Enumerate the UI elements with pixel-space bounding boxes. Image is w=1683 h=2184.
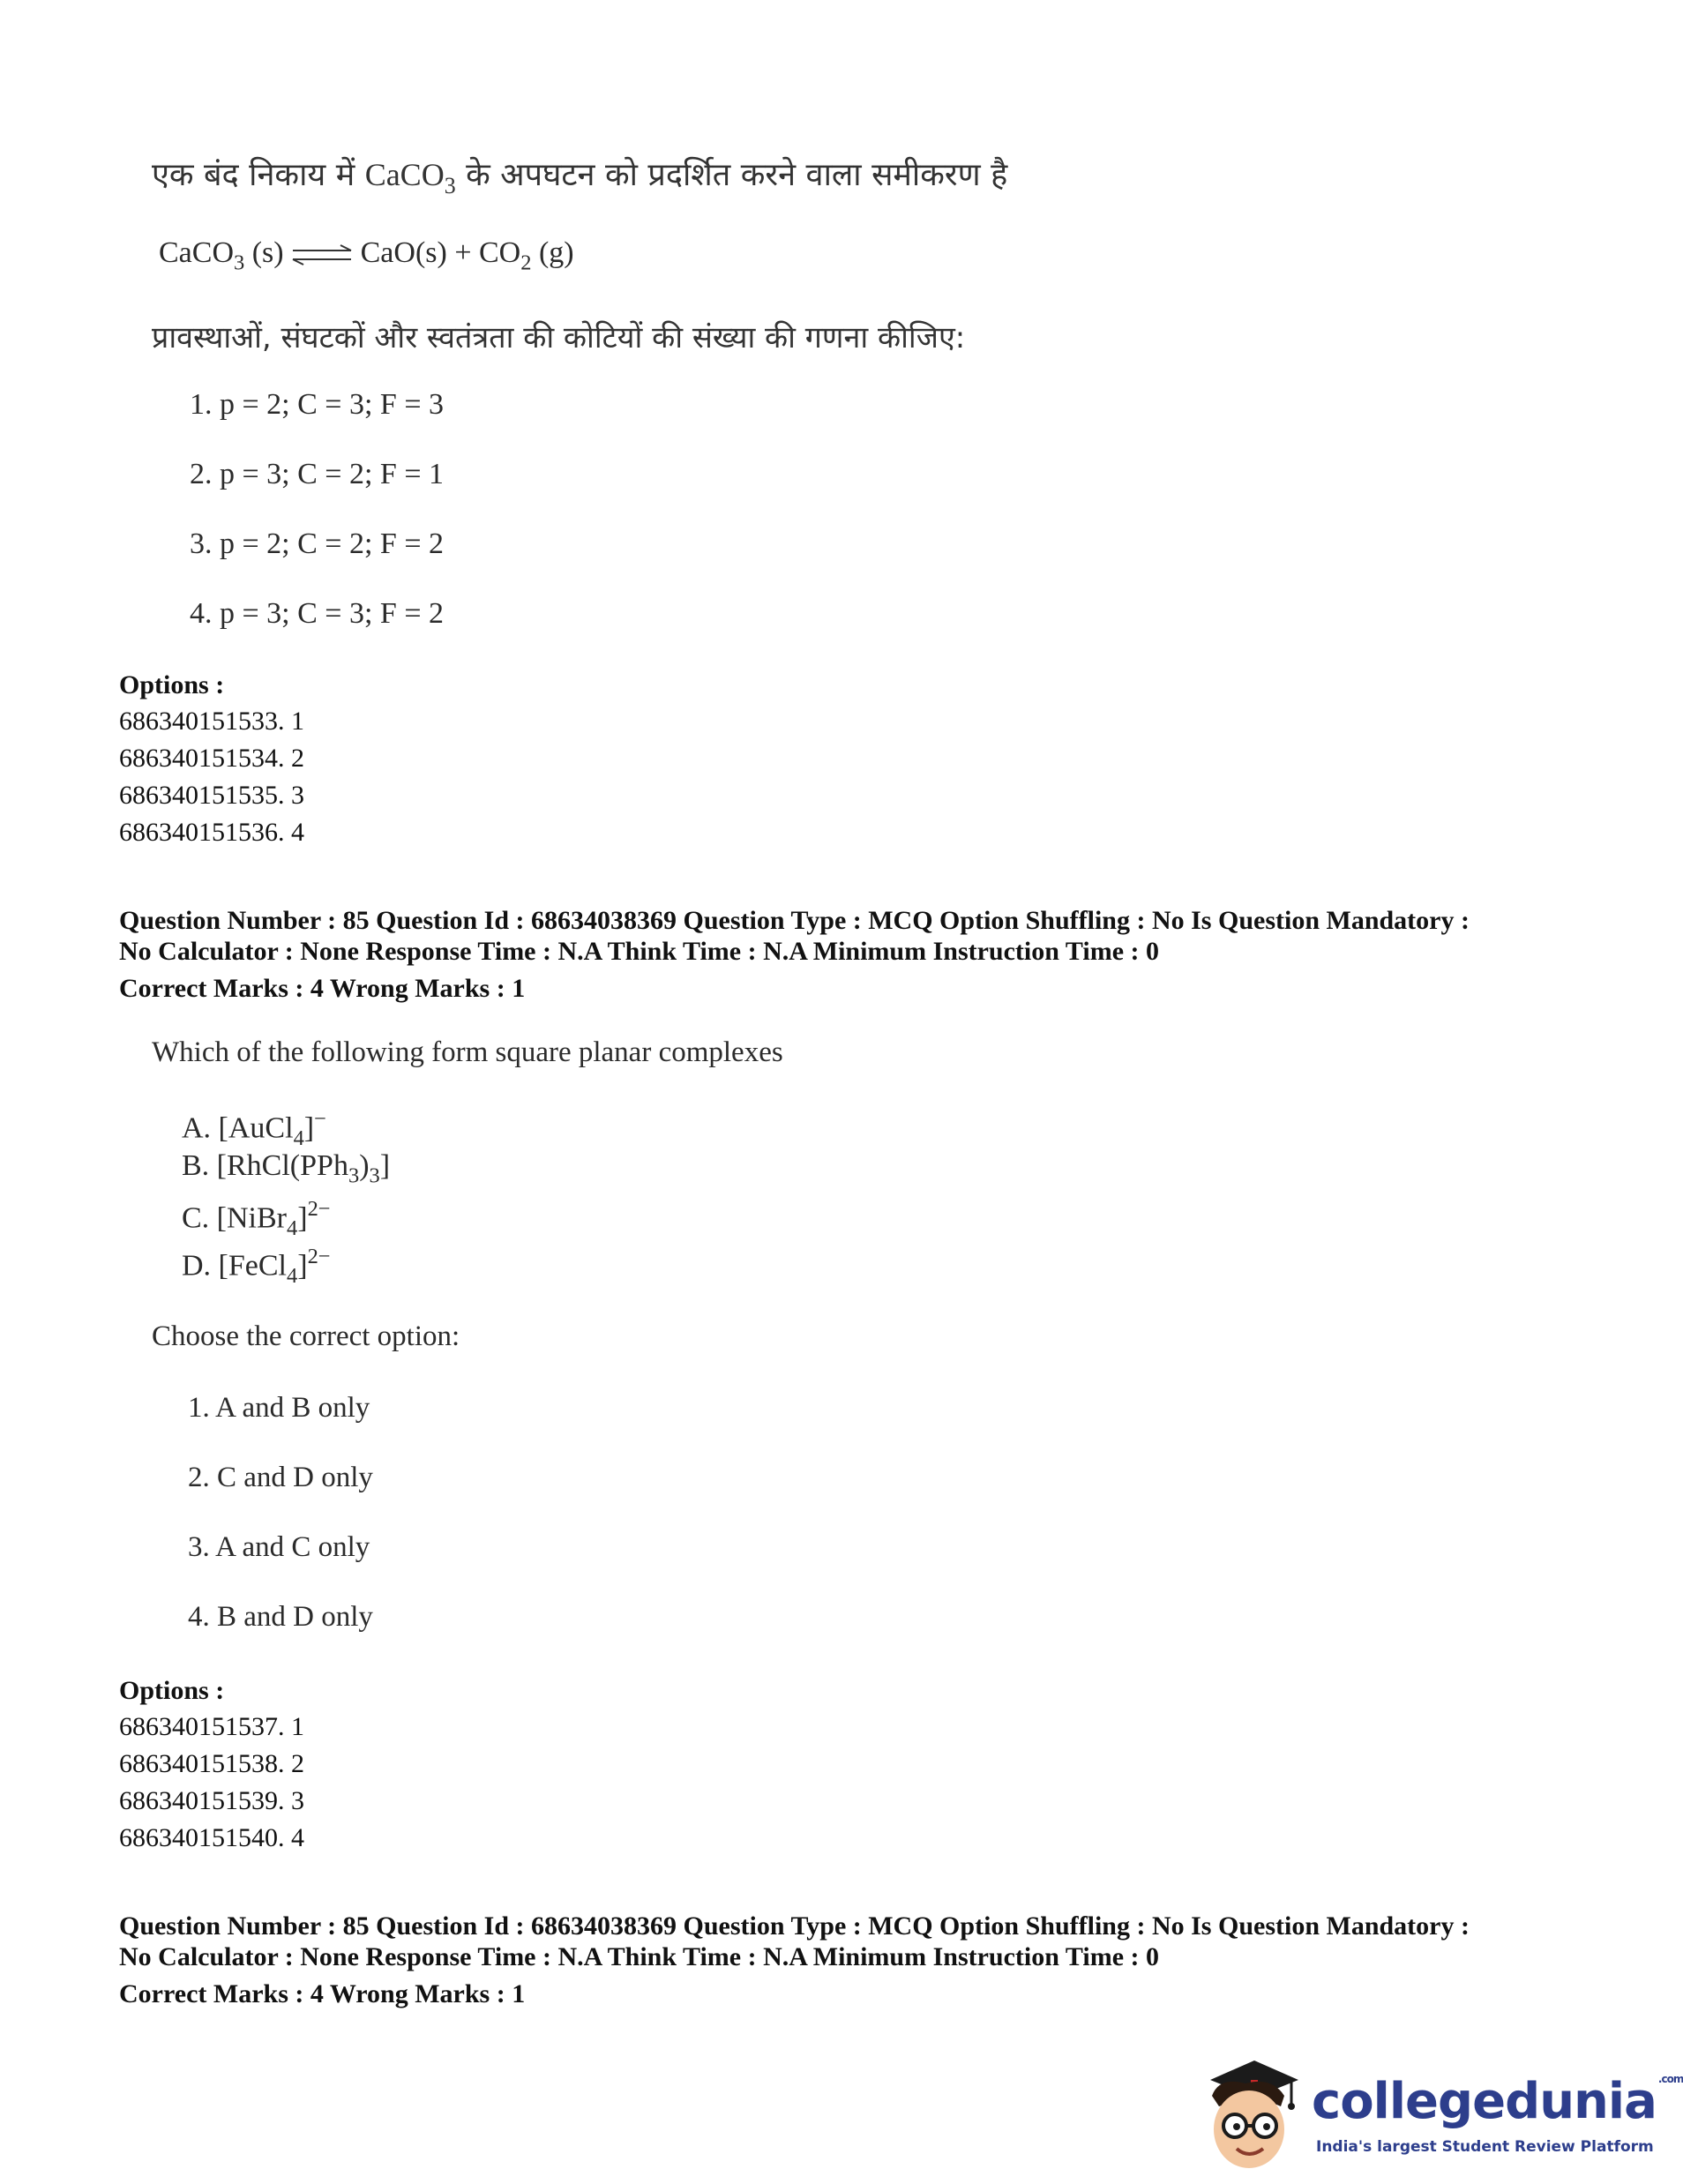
q85-item-c: C. [NiBr$_4$]$^{2-}$ <box>182 1197 331 1241</box>
collegedunia-logo <box>1193 2045 1683 2177</box>
q84-choice-1: 1. p = 2; C = 3; F = 3 <box>190 388 445 421</box>
option-id: 686340151538. 2 <box>119 1749 304 1778</box>
q85-marks: Correct Marks : 4 Wrong Marks : 1 <box>119 974 526 1003</box>
q84-equation: CaCO$_3$ (s) $CaO(s) + CO_2$ (g) <box>159 236 574 275</box>
equilibrium-arrow-icon <box>291 243 353 266</box>
q85-choice-3: 3. A and C only <box>188 1531 370 1563</box>
q85-meta: Question Number : 85 Question Id : 68634038369 Question Type : MCQ Option Shuffling : No Is Question Mandatory : No Calculator : None Response Time : N.A Think Time : N.A Minimum Instruction Time : 0 <box>119 906 1470 966</box>
option-id: 686340151535. 3 <box>119 781 304 810</box>
q84-prompt: प्रावस्थाओं, संघटकों और स्वतंत्रता की कोटियों की संख्या की गणना कीजिए: <box>152 320 966 355</box>
q85-options-list <box>119 1709 304 1857</box>
q84-choice-4: 4. p = 3; C = 3; F = 2 <box>190 597 445 630</box>
q85-choice-1: 1. A and B only <box>188 1392 370 1424</box>
logo-brand: collegedunia $^{.com}$ <box>1312 2073 1683 2130</box>
q84-options-label: Options : <box>119 670 225 699</box>
option-id: 686340151539. 3 <box>119 1786 304 1815</box>
q84-choice-3: 3. p = 2; C = 2; F = 2 <box>190 527 445 560</box>
option-id: 686340151540. 4 <box>119 1823 304 1852</box>
option-id: 686340151536. 4 <box>119 818 304 847</box>
mascot-icon <box>1193 2045 1307 2177</box>
q85-item-b: B. $[RhCl(PPh_3)_3]$ <box>182 1149 391 1188</box>
q84-stem: एक बंद निकाय में CaCO$_3$ के अपघटन को प्रदर्शित करने वाला समीकरण है <box>152 157 1008 199</box>
logo-tagline: India's largest Student Review Platform <box>1316 2138 1654 2156</box>
q85-choice-4: 4. B and D only <box>188 1601 373 1633</box>
option-id: 686340151534. 2 <box>119 744 304 773</box>
q85-item-d: D. [FeCl$_4$]$^{2-}$ <box>182 1245 331 1289</box>
q85-choose-prompt: Choose the correct option: <box>152 1320 460 1352</box>
q85-stem: Which of the following form square planar complexes <box>152 1036 783 1068</box>
q85-choice-2: 2. C and D only <box>188 1462 373 1493</box>
q84-choice-2: 2. p = 3; C = 2; F = 1 <box>190 458 445 490</box>
option-id: 686340151537. 1 <box>119 1712 304 1741</box>
option-id: 686340151533. 1 <box>119 707 304 736</box>
q85-options-label: Options : <box>119 1676 225 1705</box>
q84-options-list <box>119 703 304 851</box>
q-next-meta: Question Number : 85 Question Id : 68634038369 Question Type : MCQ Option Shuffling : No Is Question Mandatory : No Calculator : None Response Time : N.A Think Time : N.A Minimum Instruction Time : 0 <box>119 1911 1470 1971</box>
q85-item-a: A. [AuCl$_4$]− <box>182 1107 326 1151</box>
q-next-marks: Correct Marks : 4 Wrong Marks : 1 <box>119 1979 526 2008</box>
